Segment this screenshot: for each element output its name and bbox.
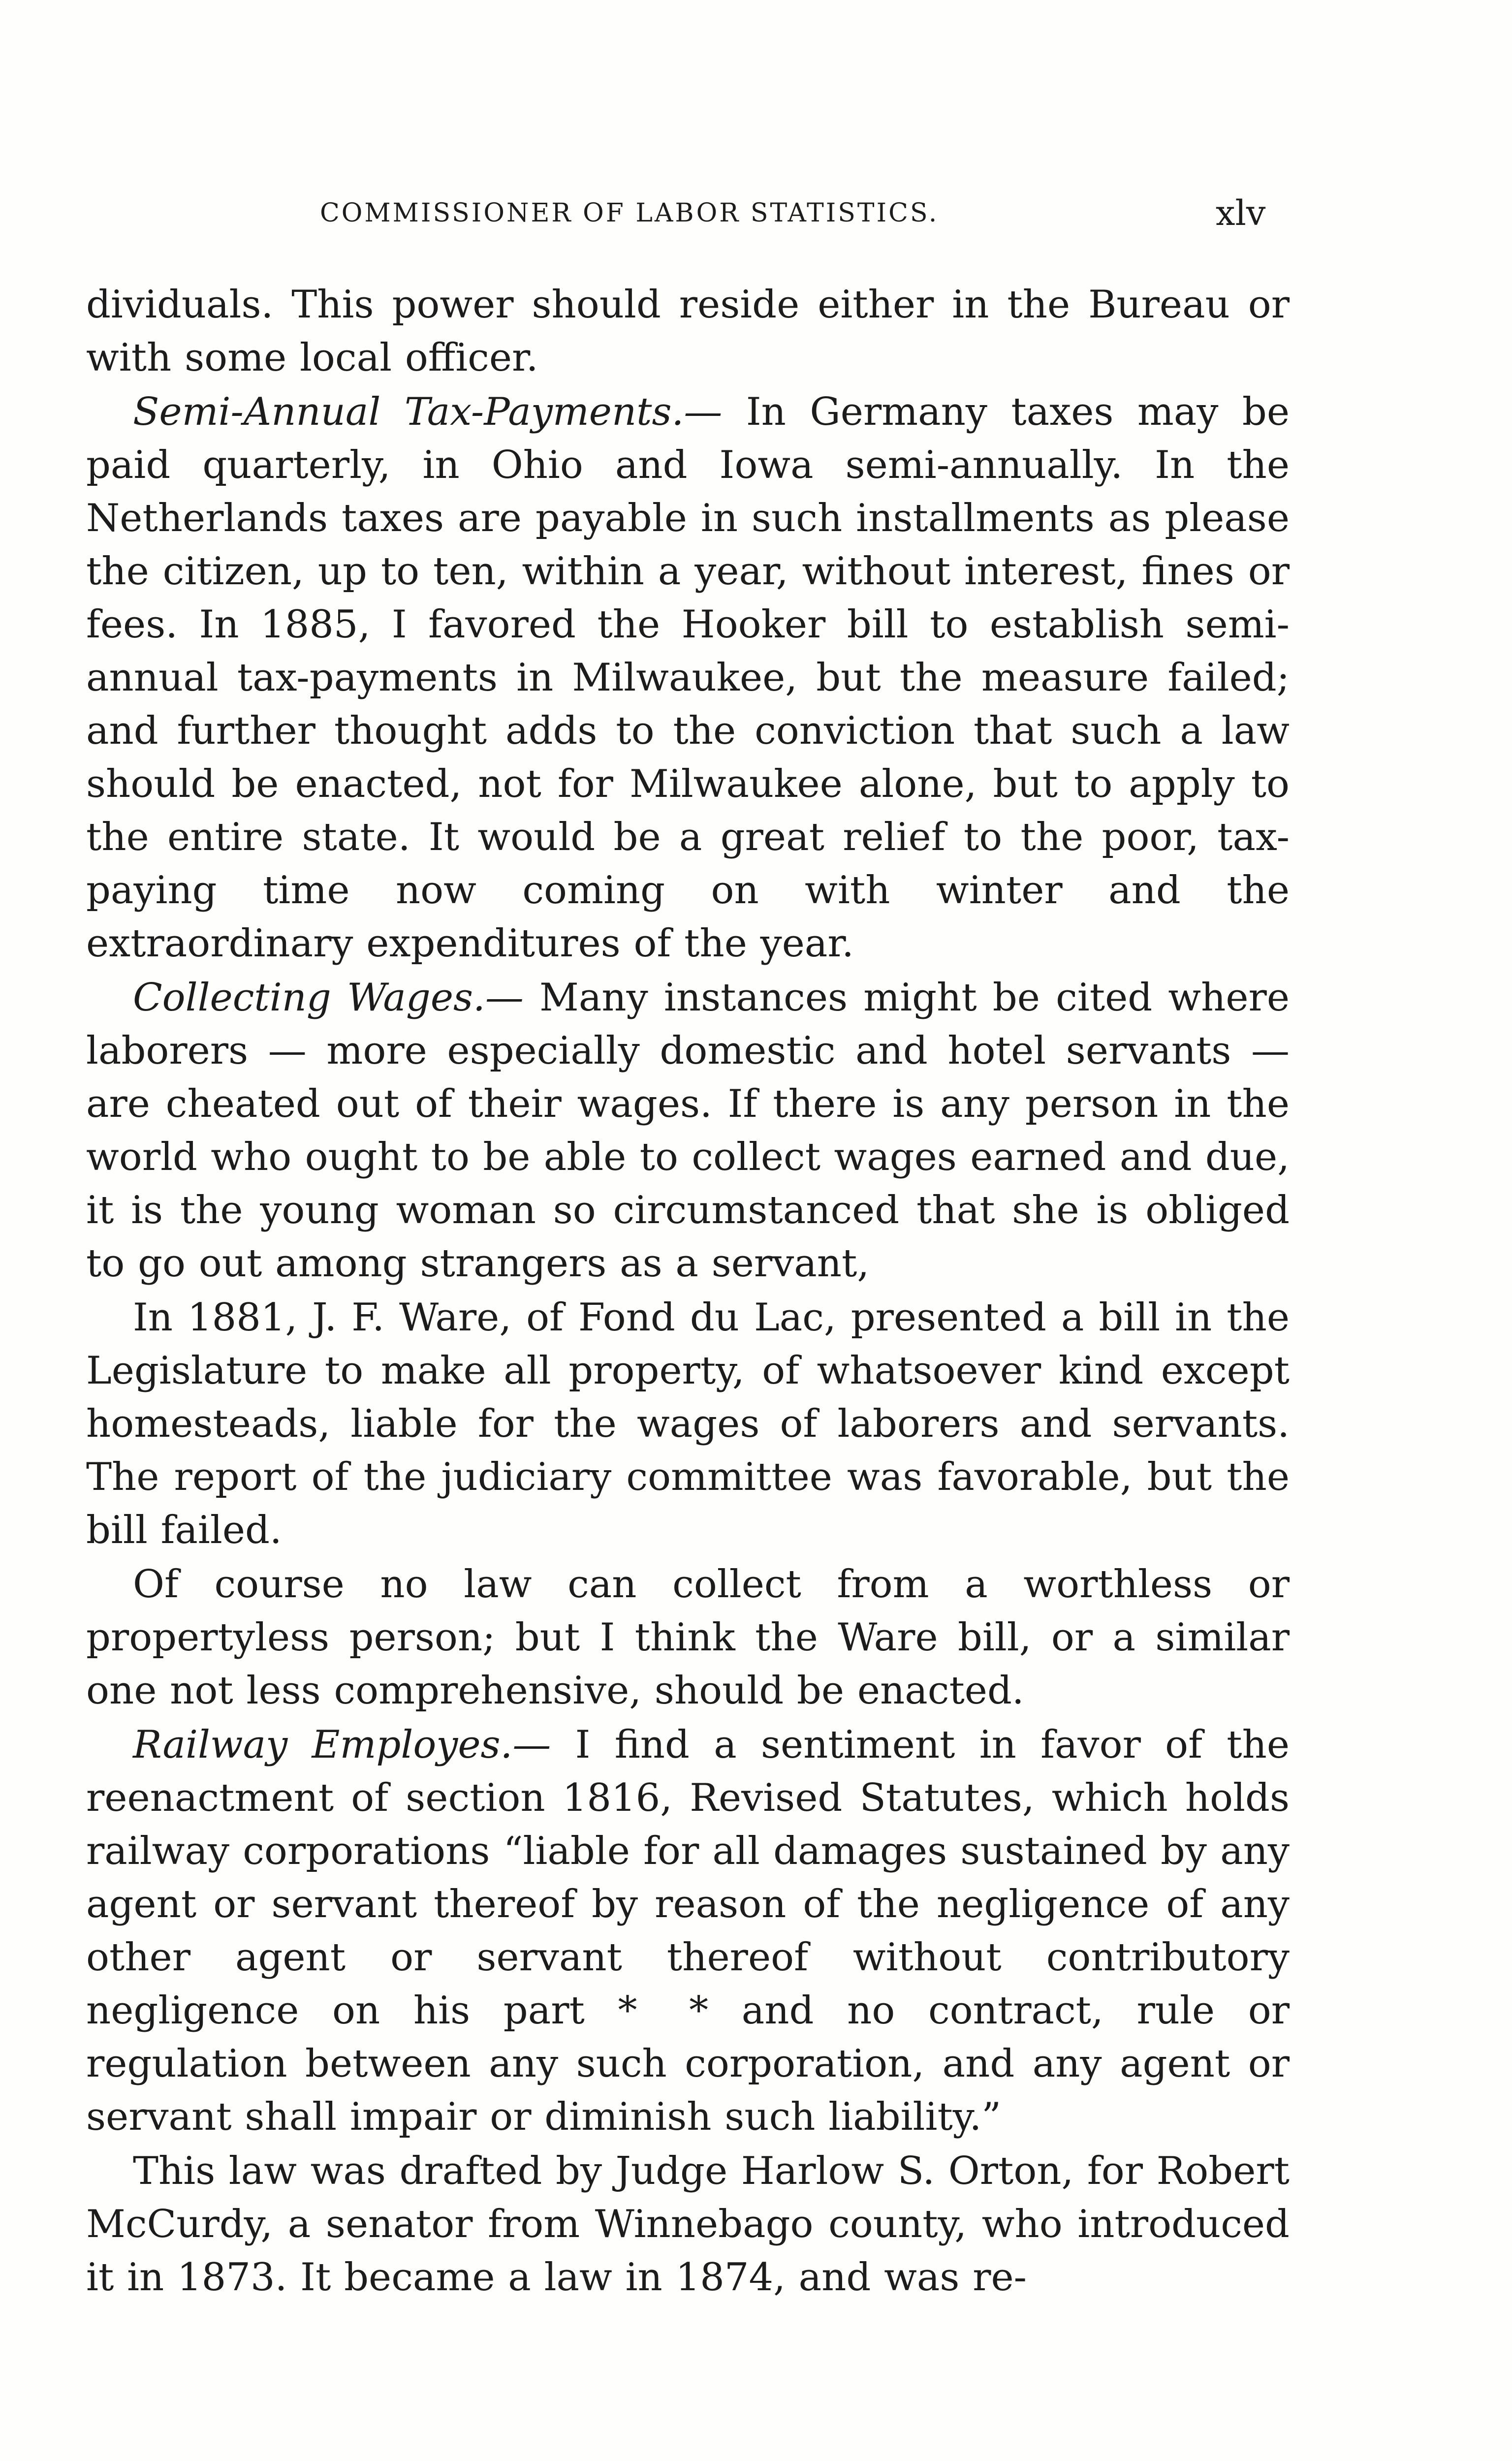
paragraph-text: I find a sentiment in favor of the reenactment of section 1816, Revised Statutes, which holds railway corporations “liable for all damages sustained by any agent or servant thereof by reason of the negligence of any other agent or servant thereof without contributory negligence on his part — [86, 1723, 1290, 2033]
paragraph-semi-annual-tax-payments — [86, 385, 1290, 970]
paragraph-text: In Germany taxes may be paid quarterly, in Ohio and Iowa semi-annually. In the Netherlands taxes are payable in such installments as please the citizen, up to ten, within a year, without interest, fines or fees. In 1885, I favored the Hooker bill to establish semi-annual tax-payments in Milwaukee, but the measure failed; and further thought adds to the conviction that such a law should be enacted, not for Milwaukee alone, but to apply to the entire state. It would be a great relief to the poor, tax-paying time now coming on with winter and the extraordinary expenditures of the year. — [86, 390, 1290, 966]
paragraph-collecting-wages — [86, 971, 1290, 1290]
paragraph-text: Many instances might be cited where laborers — more especially domestic and hotel servants — are cheated out of their wages. If there is any person in the world who ought to be able to collect wages earned and due, it is the young woman so circumstanced that she is obliged to go out among strangers as a servant, — [86, 976, 1290, 1286]
paragraph-text: Of course no law can collect from a worthless or propertyless person; but I think the Ware bill, or a similar one not less comprehensive, should be enacted. — [86, 1562, 1290, 1713]
paragraph-text: dividuals. This power should reside either in the Bureau or with some local officer. — [86, 283, 1290, 380]
paragraph-railway-employes — [86, 1718, 1290, 2144]
page-number: xlv — [1216, 193, 1266, 233]
paragraph-orton-law — [86, 2145, 1290, 2304]
paragraph-text: and no contract, rule or regulation between any such corporation, and any agent or servant shall impair or diminish such liability.” — [86, 1988, 1290, 2139]
ellipsis-asterisks: * * — [618, 1988, 709, 2033]
paragraph-worthless-person — [86, 1558, 1290, 1717]
paragraph-text: In 1881, J. F. Ware, of Fond du Lac, presented a bill in the Legislature to make all property, of whatsoever kind except homesteads, liable for the wages of laborers and servants. The report of the judiciary committee was favorable, but the bill failed. — [86, 1295, 1290, 1552]
section-caption: Collecting Wages.— — [133, 976, 524, 1020]
paragraph-ware-bill — [86, 1291, 1290, 1557]
section-caption: Railway Employes.— — [133, 1723, 551, 1767]
running-header — [0, 191, 1512, 235]
body-text — [86, 278, 1290, 2304]
section-caption: Semi-Annual Tax-Payments.— — [133, 390, 723, 434]
running-title: COMMISSIONER OF LABOR STATISTICS. — [320, 198, 939, 228]
paragraph-continuation — [86, 278, 1290, 384]
paragraph-text: This law was drafted by Judge Harlow S. Orton, for Robert McCurdy, a senator from Winnebago county, who introduced it in 1873. It became a law in 1874, and was re- — [86, 2149, 1290, 2300]
